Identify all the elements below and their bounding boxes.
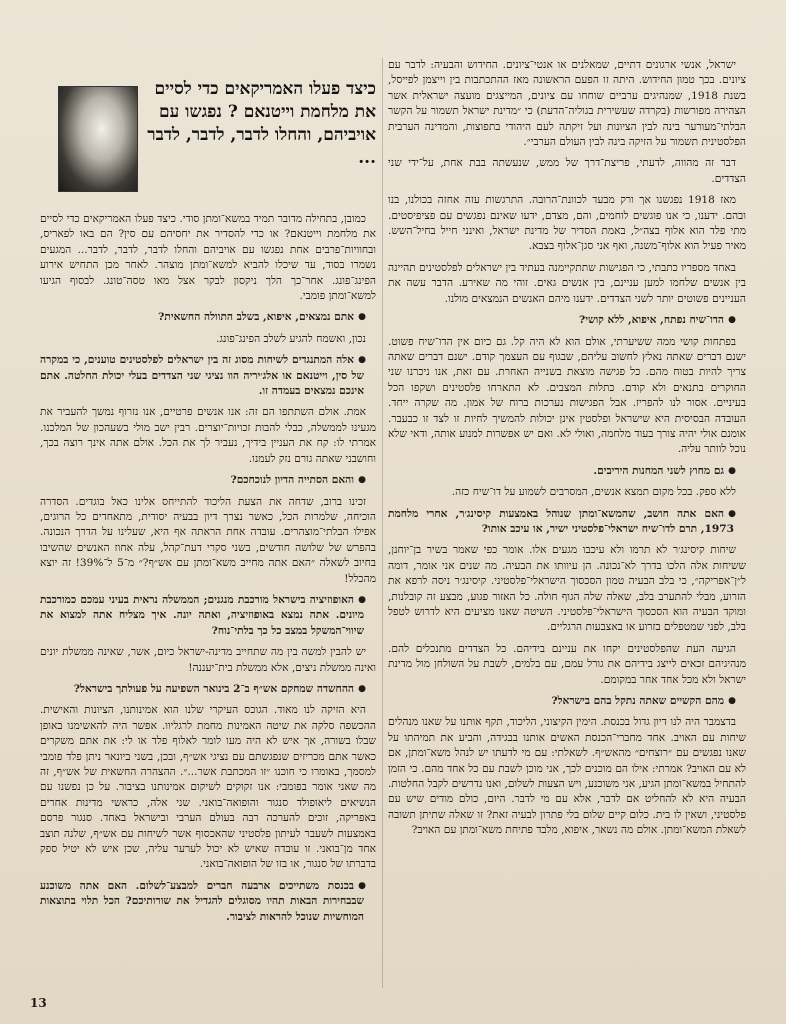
interview-question: ● בכנסת משתייכים ארבעה חברים למבצע־לשלום. האם אתה משוכנע שבבחירות הבאות תהיו מסוגלים להגדיל את שורותיכם? הכל תלוי בתוצאות המוחשיות שנוכל להראות לציבור. (40, 879, 376, 925)
column-divider (382, 58, 383, 988)
body-paragraph: אמת. אולם השתתפו הם זה: אנו אנשים פרטיים, אנו נזרוף נמשך להעביר את מגעינו לממשלה, כבלי להבות זכויות־יוצרים. רבין ישב מולי בשעהכון של המלכנו. אמרתי לו: קח את העניין בידיך, נעביר לך את הכל. אולם אתה אינך רוצה בכך, וחושבני שאתה גורם נזק לעמנו. (40, 406, 376, 465)
interview-question: ● אלה המתנגדים לשיחות מסוג זה בין ישראלים לפלסטינים טוענים, כי במקרה של סין, וייטנאם או אלג׳יריה הוו נציגי שני הצדדים בעלי יכולת החלטה. אתם אינכם נמצאים בעמדה זו. (40, 353, 376, 399)
body-paragraph: ללא ספק. בכל מקום תמצא אנשים, המסרבים לשמוע על דו־שיח כזה. (451, 486, 736, 499)
body-paragraph: שיחות קיסינג׳ר לא תרמו ולא עיכבו מגעים אלו. אומר כפי שאמר בשיר בן־יוחנן, ששיחות אלה הלכו בדרך לא־נכונה. הן עיוותו את הבעיה. מה שנים אני אומר, דומה ל״ן־אפריקה״, כי בלב הבעיה טמון הסכסוך הישראלי־פלסטיני. קיסינג׳ר ניסה לרפא את הזרוע, מבלי להתערב בלב, שאלה שלה הגוף חולה. כל האזור פגוע, מבצע זה קובלנות, ומוקד הבעיה הוא הסכסוך הישראלי־פלסטיני. השיטה שאנו מציעים היא לדרוש לטפל בלב, לפני שמטפלים בזרוע או באצבעות הרגליים. (388, 544, 747, 634)
page-number: 13 (30, 996, 47, 1010)
left-column (40, 212, 376, 931)
interview-question: ● האם אתה חושב, שהמשא־ומתן שנוהל באמצעות קיסינג׳ר, אחרי מלחמת 1973, תרם לדו־שיח ישראלי־פלסטיני ישיר, או עיכב אותו? (388, 507, 746, 538)
interview-question: ● והאם הסתייה הדיון לנוכחכם? (40, 473, 376, 488)
page-headline: כיצד פעלו האמריקאים כדי לסיים את מלחמת וייטנאם ? נפגשו עם אויביהם, והחלו לדבר, לדבר, לדבר ... (147, 79, 376, 168)
headline-box (58, 78, 376, 200)
body-paragraph: בדצמבר היה לנו דיון גדול בכנסת. הימין הקיצוני, הליכוד, תקף אותנו על שאנו מנהלים שיחות עם האויב. אחד מחברי־הכנסת האשים אותנו בבגידה, והביע את תמיהתו על שאנו נפגשים עם ״רוצחים״ מהאש״ף. לשאלתי: עם מי לדעתו יש לנהל משא־ומתן, אם לא עם האויב? אמרתי: אילו הם מוכנים לכך, אני מוכן לשבת עם כל אחד מהם. כי הזמן להתחיל במשא־ומתן הגיע, אני משוכנע, ויש הצעות לשלום, ואנו נדרשים לקבל החלטות. הבעיה היא לא להחליט אם לדבר, אלא עם מי לדבר. היום, כולם מודים שיש עם פלסטיני, ושאין לו בית. כלום קיים שלום בלי פתרון לבעיה זאת? זו שאלה שתיתן תשובה לשאלת המשא־ומתן. אולם מה נשאר, איפוא, מלבד פתיחת משא־ומתן עם האויב? (388, 716, 746, 837)
interview-question: ● ההחשדה שמחקם אש״ף ב־2 בינואר השפיעה על פעולתך בישראל? (40, 682, 376, 697)
body-paragraph: הגיעה העת שהפלסטינים יקחו את עניינם בידיהם. כל הצדדים מתנכלים להם. מנהיגיהם זכאים לייצג בידיהם את גורל עמם, עם בלמים, לשבת על השולחן מול מדינת ישראל ולא מכל אחד אחר במקומם. (388, 642, 746, 686)
right-column (388, 58, 746, 845)
body-paragraph: באחד מספריו כתבתי, כי הפגישות שתתקיימנה בעתיד בין ישראלים לפלסטינים תהיינה בין אנשים שלחמו למען עניינם, בין אנשים גאים. זוהי מה שאירע. הדבר עשה את העניינים פשוטים יותר לשני הצדדים. ידענו מיהם האנשים הנמצאים מולנו. (388, 261, 746, 305)
body-paragraph: יש להבין למשה בין מה שתחייב מדינה-ישראל כיום, אשר, שאינה ממשלת יונים ואינה ממשלת ניצים, אלא ממשלת בית־יעננה! (40, 646, 376, 674)
interview-question: ● האופוזיציה בישראל מורכבת מנגנים; הממשלה נראית בעיני עמכם כמורכבת מיונים. אתה נמצא באופוזיציה, ואתה יונה. איך מצליח אתה למצוא את שיווי־המשקל במצב כל כך בלתי־נוח? (40, 593, 376, 639)
body-paragraph: כמובן, בתחילה מדובר תמיד במשא־ומתן סודי. כיצד פעלו האמריקאים כדי לסיים את מלחמת וייטנאם? או כדי להסדיר את יחסיהם עם סין? הם באו לפאריס, ובחוויות־פרבים אחת נפגשו עם אויביהם והחלו לדבר, לדבר, לדבר... המגעים נשמרו בסוד, עד שיכלו להביא למשא־ומתן מוצהר. לאחר מכן התחיש אירוע הפינג־פונג. אחר־כך הלך ניקסון לבקר אצל מאו טסה־טונג. לבסוף הגיעו למשא־ומתן פומבי. (40, 213, 376, 303)
body-paragraph: בפתחות קושי ממה ששיערתי, אולם הוא לא היה קל. גם כיום אין הדו־שיח פשוט. ישנם דברים שאתה נאלץ לחשוב עליהם, שבגוף עם העצמך קודם. ישנם דברים שאתה צריך להיות בטוח מהם. כל פגישה מוצאת בשנייה האחרת. עם זאת, אנו ניכרנו שני החוקרים בתנאים ולא קודם. כתלות המצבים. לא התארחו פלסטינים ושקפו הכל בעיניים. אסור לנו להפריז. אבל הפגישות נערכות ברוח של אמון. מה שקרה ייחד. העובדה הבסיסית היא שישראל ופלסטין אינן יכולות להמשיך לחיות זו לצד זו כבעבר. אומנם אולי יהיה צורך בעוד מלחמה, ואולי לא. ואם יש אפשרות למנוע אותה, ודאי שלא נוכל לוותר עליה. (388, 335, 746, 456)
interview-question: ● הדו־שיח נפתח, איפוא, ללא קושי? (388, 313, 746, 328)
body-paragraph: נכון, ואשמח להגיע לשלב הפינג־פונג. (216, 332, 366, 345)
interview-question: ● גם מחוץ לשני המחנות היריבים. (388, 464, 746, 479)
interview-question: ● מהם הקשיים שאתה נתקל בהם בישראל? (388, 694, 746, 709)
body-paragraph: היא הזיקה לנו מאוד. הגוכס העיקרי שלנו הוא אמינותנו, הציונות והאישית. ההכשפה סלקה את שיטה האמינות מחמת לרגליוו. אפשר היה להאשימנו באופן שבלו בשורה, אך איש לא היה מעו לומר לאלוף פלד או לי: את אתם משקרים כאשר אתם מכריזים שנפגשתם עם נציגי אש״ף, ובכן, בשני ביונאר ניתן פלד פומבי למסמך, באומרו כי חוכנו ״זו המכתבת אשר...״. ההצהרה החשאית של אש״ף, זה מה שאני אומר בפומבי: אנו זקוקים לשיקום אמינותנו בציבור. על כן נפשנו עם הנשיאים ליאופולד סנגור והופואה־בואני. שני אלה, כראשי מדינות אחרים באפריקה, זוכים להערכה רבה בעולם הערבי ובישראל באחד. סנגור פרסם באמצעות לשעבר לעיתון פלסטיני שהאכסוף אשר לשיחות עם אש״ף, שלנה תוצב אחד מן־בואני. זו עובדה שאיש לא יכול לערער עליה, שכן איש לא יטיל ספק בדברתו של סנגור, או בזו של הופואה־בואני. (40, 704, 376, 871)
portrait-photo (58, 86, 138, 192)
body-paragraph: זכינו ברוב, שדחה את הצעת הליכוד להתייחס אלינו כאל בוגדים. הסדרה הוכיחה, שלמרות הכל, כאשר נצרך דיון בבעיה יסודית, מתאחדים כל הרוגים, אפילו הבלתי־מוצהרים. עובדה אחת הראתה אף היא, שעלינו על הדרך הנכונה. בהפרש של שלושה חודשים, בשני סקרי דעת־קהל, עלה אחוז האנשים שהשיבו בחיוב לשאלה ״האם אתה מחייב משא־ומתן עם אש״ף?״ מ־5 ל־39%! זה יוצא מהכלל! (40, 495, 376, 585)
body-paragraph: מאז 1918 נפגשנו אך ורק מבעד לכוונת־הרובה. התרגשות עזה אחזה בכולנו, בנו ובהם. ידענו, כי אנו פוגשים לוחמים, והם, מצדם, ידעו שאינם נפגשים עם פציפיסטים. מתי פלד הוא אלוף בצה״ל, באמת הסדיר של מדינת ישראל, ואינני חייל בחיל־השש. מאיר פעיל הוא אלוף־משנה, ואף אני סגן־אלוף בצבא. (388, 194, 746, 253)
body-paragraph: דבר זה מהווה, לדעתי, פריצת־דרך של ממש, שנעשתה בבת אחת, על־ידי שני הצדדים. (388, 157, 746, 185)
interview-question: ● אתם נמצאים, איפוא, בשלב התוולה החשאית? (40, 310, 376, 325)
body-paragraph: ישראל, אנשי ארגונים דתיים, שמאלנים או אנטי־ציונים. החידוש והבעיה: לדבר עם ציונים. בכך טמון החידוש. היתה זו הפעם הראשונה מאז ההתכתבות בין וייצמן לפייסל, בשנת 1918, שמנהיגים ערביים שוחחו עם ציונים, המייצגים מועצה ישראלית אשר הצהירה מפורשות (בקרדה שעשירית בגוליה־הדעת) כי ״מדינת ישראל תשמור על הקשר הבלתי־מעורער בינה לבין הציונות ועל זיקתה לעם היהודי בתפוצות, והמדינה הערבית הפלסטינית תשמור על הזיקה בינה לבין העולם הערבי״. (388, 59, 746, 149)
